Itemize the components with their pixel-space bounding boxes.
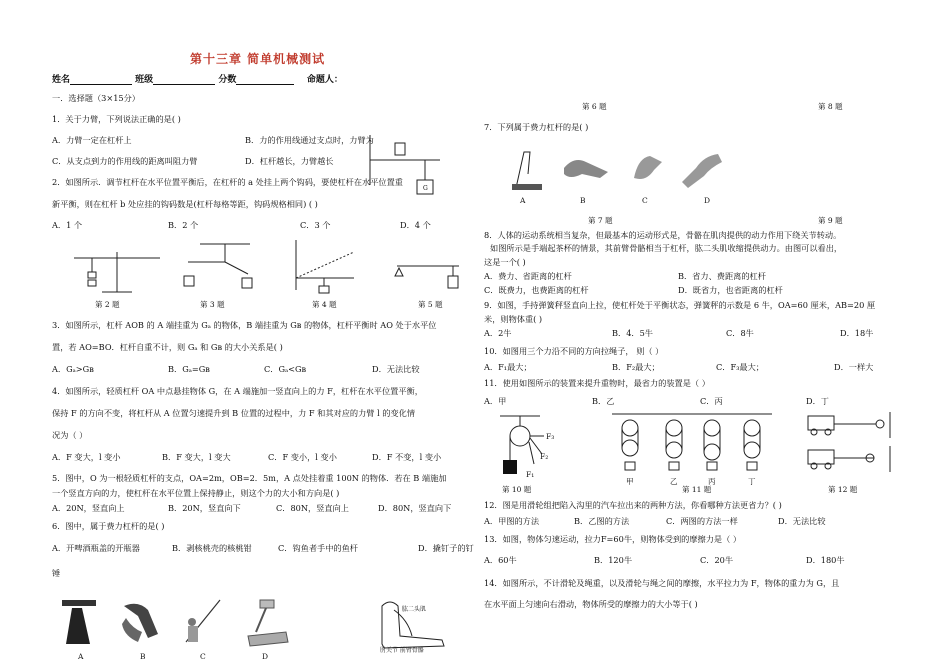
q4-line1: 4．如图所示，轻质杠杆 OA 中点悬挂物体 G，在 A 端施加一竖直向上的力 F，杠杆在水平位置平衡，: [52, 386, 423, 396]
q12-option-b[interactable]: B．乙图的方法: [574, 516, 630, 526]
author-label: 命题人：: [306, 75, 343, 85]
q2-option-d[interactable]: D．4 个: [400, 220, 431, 230]
caption-fig7: 第 7 题: [588, 216, 613, 225]
q14-line2: 在水平面上匀速向右滑动，物体所受的摩擦力的大小等于( ): [484, 599, 698, 609]
q8-option-d[interactable]: D．既省力，也省距离的杠杆: [678, 285, 783, 295]
q12-option-a[interactable]: A．甲图的方法: [484, 516, 540, 526]
q6-option-a[interactable]: A．开啤酒瓶盖的开瓶器: [52, 543, 140, 553]
hammer-icon: [242, 596, 292, 648]
q6-option-d[interactable]: D．撬钉子的钉: [418, 543, 474, 553]
q12-option-d[interactable]: D．无法比较: [778, 516, 826, 526]
tweezers-icon: [508, 144, 548, 192]
q6-label-a: A: [78, 652, 84, 661]
section-heading: 一．选择题（3×15分）: [52, 93, 140, 103]
q10-option-a[interactable]: A．F₁最大；: [484, 362, 532, 372]
name-label: 姓名: [52, 75, 71, 85]
q8-line2: 如图所示是手端起茶杯的情景，其前臂骨骼相当于杠杆，肱二头肌收缩提供动力。由图可以看出，: [490, 243, 843, 253]
q11-option-d[interactable]: D．丁: [806, 396, 829, 406]
q10-option-d[interactable]: D．一样大: [834, 362, 874, 372]
label-f2: F₂: [540, 452, 549, 461]
class-blank[interactable]: [153, 75, 215, 85]
q3-line2: 置，若 AO=BO．杠杆自重不计，则 Gₐ 和 Gʙ 的大小关系是( ): [52, 342, 283, 352]
caption-fig2: 第 2 题: [95, 300, 120, 309]
q3-option-d[interactable]: D．无法比较: [372, 364, 420, 374]
pliers-icon: [628, 148, 668, 188]
q8-line3: 这是一个( ): [484, 257, 526, 267]
q10-option-b[interactable]: B．F₂最大；: [612, 362, 660, 372]
q2-option-a[interactable]: A．1 个: [52, 220, 83, 230]
q6-label-d: D: [262, 652, 269, 661]
scissors-hand-icon: [560, 148, 612, 188]
q4-option-d[interactable]: D．F 不变，l 变小: [372, 452, 442, 462]
q9-option-b[interactable]: B．4．5牛: [612, 328, 653, 338]
caption-fig3: 第 3 题: [200, 300, 225, 309]
q4-option-b[interactable]: B．F 变大，l 变大: [162, 452, 231, 462]
svg-text:G: G: [423, 185, 428, 192]
caption-fig4: 第 4 题: [312, 300, 337, 309]
q5-option-b[interactable]: B．20N，竖直向下: [168, 503, 241, 513]
q4-lever-figure: [292, 238, 362, 294]
q11-pulley-figure: [612, 412, 782, 484]
q11-sub-d: 丁: [748, 477, 756, 486]
q13-stem: 13．如图，物体匀速运动，拉力F=60牛，则物体受到的摩擦力是（ ）: [484, 534, 742, 544]
q6-label-c: C: [200, 652, 206, 661]
q7-label-a: A: [520, 196, 526, 205]
q4-option-c[interactable]: C．F 变小，l 变小: [268, 452, 337, 462]
q2-line1: 2．如图所示．调节杠杆在水平位置平衡后，在杠杆的 a 处挂上两个钩码，要使杠杆在水平位置重: [52, 177, 403, 187]
name-blank[interactable]: [70, 75, 132, 85]
q8-option-b[interactable]: B．省力、费距离的杠杆: [678, 271, 766, 281]
q9-line1: 9．如图，手持弹簧秤竖直向上拉，使杠杆处于平衡状态，弹簧秤的示数是 6 牛，OA=60 厘米，AB=20 厘: [484, 300, 876, 310]
q13-option-a[interactable]: A．60牛: [484, 555, 517, 565]
q6-label-b: B: [140, 652, 146, 661]
q2-line2: 新平衡，则在杠杆 b 处应挂的钩码数是(杠杆每格等距，钩码规格相同) ( ): [52, 199, 318, 209]
q12-option-c[interactable]: C．两图的方法一样: [666, 516, 738, 526]
q5-line1: 5．图中，O 为一根轻质杠杆的支点，OA=2m，OB=2．5m，A 点处挂着重 100N 的物体．若在 B 端施加: [52, 473, 447, 483]
q11-sub-b: 乙: [670, 477, 678, 486]
q3-line1: 3．如图所示，杠杆 AOB 的 A 端挂重为 Gₐ 的物体，B 端挂重为 Gʙ 的物体，杠杆平衡时 AO 处于水平位: [52, 320, 437, 330]
q7-stem: 7．下列属于费力杠杆的是( ): [484, 122, 589, 132]
q4-option-a[interactable]: A．F 变大，l 变小: [52, 452, 121, 462]
score-label: 分数: [218, 75, 237, 85]
q6-option-b[interactable]: B．剥核桃壳的核桃钳: [172, 543, 252, 553]
q9-option-a[interactable]: A．2牛: [484, 328, 512, 338]
q9-line2: 米，则物体重( ): [484, 314, 543, 324]
caption-fig8: 第 8 题: [818, 102, 843, 111]
q11-option-b[interactable]: B．乙: [592, 396, 615, 406]
nutcracker-icon: [118, 598, 163, 648]
caption-fig12: 第 12 题: [828, 485, 858, 494]
q8-option-a[interactable]: A．费力、省距离的杠杆: [484, 271, 572, 281]
q8-option-c[interactable]: C．既费力，也费距离的杠杆: [484, 285, 589, 295]
caption-fig10: 第 10 题: [502, 485, 532, 494]
score-blank[interactable]: [236, 75, 294, 85]
q6-option-c[interactable]: C．钩鱼者手中的鱼杆: [278, 543, 358, 553]
q11-stem: 11．使用如图所示的装置来提升重物时，最省力的装置是（ ）: [484, 378, 710, 388]
q1-option-a[interactable]: A．力臂一定在杠杆上: [52, 135, 132, 145]
q2-option-c[interactable]: C．3 个: [300, 220, 331, 230]
q14-line1: 14．如图所示，不计滑轮及绳重，以及滑轮与绳之间的摩擦，水平拉力为 F，物体的重力为 G，且: [484, 578, 840, 588]
label-f3: F₃: [546, 432, 555, 441]
q9-option-c[interactable]: C．8牛: [726, 328, 754, 338]
caption-fig9: 第 9 题: [818, 216, 843, 225]
arm-label-joint: 肘关节 前臂骨骼: [380, 647, 424, 654]
q13-option-d[interactable]: D．180牛: [806, 555, 845, 565]
q8-line1: 8．人体的运动系统相当复杂，但最基本的运动形式是，骨骼在肌肉提供的动力作用下绕关节转动。: [484, 230, 842, 240]
q7-label-d: D: [704, 196, 711, 205]
header-info-line: [52, 72, 343, 85]
q11-option-a[interactable]: A．甲: [484, 396, 507, 406]
q1-option-c[interactable]: C．从支点到力的作用线的距离叫阻力臂: [52, 156, 198, 166]
q3-option-c[interactable]: C．Gₐ<Gʙ: [264, 364, 307, 374]
q4-line2: 保持 F 的方向不变，将杠杆从 A 位置匀速提升到 B 位置的过程中，力 F 和其对应的力臂 l 的变化情: [52, 408, 416, 418]
q5-line2: 一个竖直方向的力，使杠杆在水平位置上保持静止，则这个力的大小和方向是( ): [52, 488, 340, 498]
class-label: 班级: [135, 75, 154, 85]
q2-lever-figure: [72, 244, 162, 296]
q6-line1: 6．图中，属于费力杠杆的是( ): [52, 521, 165, 531]
q3-option-a[interactable]: A．Gₐ>Gʙ: [52, 364, 94, 374]
q7-label-c: C: [642, 196, 648, 205]
q10-option-c[interactable]: C．F₃最大；: [716, 362, 764, 372]
q13-option-c[interactable]: C．20牛: [700, 555, 734, 565]
q5-bar-figure: [395, 254, 465, 294]
q7-label-b: B: [580, 196, 586, 205]
q4-line3: 况为（ ）: [52, 430, 88, 440]
q2-option-b[interactable]: B．2 个: [168, 220, 199, 230]
q1-stem: 1．关于力臂，下列说法正确的是( ): [52, 114, 181, 124]
label-f1: F₁: [526, 470, 535, 479]
q5-option-d[interactable]: D．80N，竖直向下: [378, 503, 452, 513]
q11-sub-a: 甲: [626, 477, 634, 486]
q9-option-d[interactable]: D．18牛: [840, 328, 874, 338]
q1-option-d[interactable]: D．杠杆越长，力臂越长: [245, 156, 334, 166]
caption-fig11: 第 11 题: [682, 485, 712, 494]
q3-lever-figure: [180, 242, 265, 294]
page-title: 第十三章 简单机械测试: [190, 52, 326, 66]
q11-sub-c: 丙: [708, 477, 716, 486]
arm-label-muscle: 肱二头肌: [402, 606, 427, 613]
q11-option-c[interactable]: C．丙: [700, 396, 723, 406]
q10-stem: 10．如图用三个力沿不同的方向拉绳子， 则（ ）: [484, 346, 664, 356]
q12-truck-figure: [806, 410, 906, 484]
q3-option-b[interactable]: B．Gₐ=Gʙ: [168, 364, 210, 374]
q5-option-c[interactable]: C．80N，竖直向上: [276, 503, 349, 513]
bottle-opener-icon: [60, 598, 100, 648]
caption-fig6: 第 6 题: [582, 102, 607, 111]
q5-lever-figure: [365, 135, 445, 205]
q6-line-cont: 锤: [52, 568, 61, 578]
fishing-rod-icon: [178, 596, 223, 648]
q1-option-b[interactable]: B．力的作用线通过支点时，力臂为: [245, 135, 374, 145]
caption-fig5: 第 5 题: [418, 300, 443, 309]
q12-stem: 12．图是用滑轮组把陷入沟里的汽车拉出来的两种方法，你看哪种方法更省力？( ): [484, 500, 782, 510]
q5-option-a[interactable]: A．20N，竖直向上: [52, 503, 125, 513]
wrench-hand-icon: [678, 146, 726, 190]
q13-option-b[interactable]: B．120牛: [594, 555, 633, 565]
